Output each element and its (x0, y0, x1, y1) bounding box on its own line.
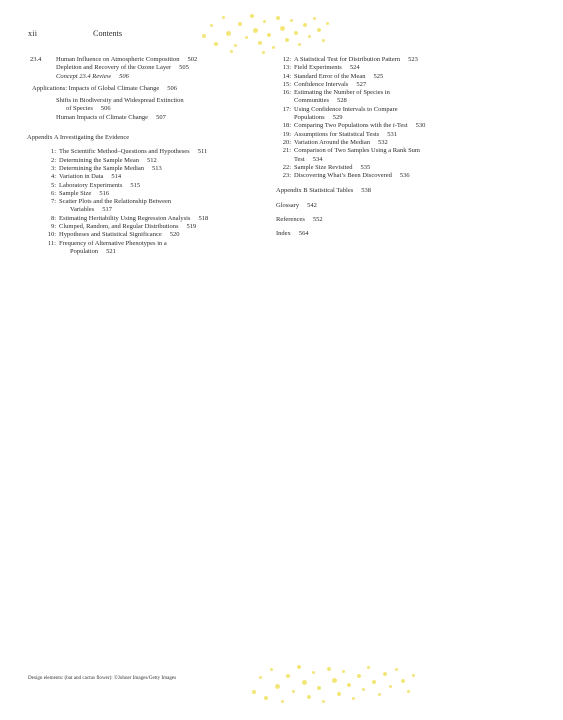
entry-page: 532 (378, 138, 388, 146)
entry-page: 502 (187, 56, 198, 63)
toc-entry[interactable] (30, 56, 275, 64)
toc-entry[interactable] (30, 157, 275, 165)
entry-page: 511 (197, 148, 208, 156)
toc-entry[interactable] (30, 240, 275, 257)
design-credit: Design elements: (bat and cactus flower): ©Johner Images/Getty Images (28, 675, 177, 681)
entry-page: 524 (349, 64, 360, 72)
entry-page: 519 (186, 223, 197, 231)
entry-page: 521 (106, 247, 116, 255)
entry-title: Index (276, 230, 291, 238)
entry-page: 513 (152, 164, 162, 172)
entry-number: 22: (282, 163, 291, 171)
entry-title: Frequency of Alternative Phenotypes in a (59, 239, 167, 247)
entry-page: 529 (332, 114, 343, 122)
entry-page: 536 (399, 172, 410, 180)
entry-title: Concept 23.4 Review (56, 72, 112, 80)
toc-entry[interactable] (276, 172, 538, 180)
entry-title-continued: of Species (66, 105, 93, 113)
entry-title: The Scientific Method–Questions and Hypotheses (59, 148, 190, 156)
entry-number: 17: (282, 105, 291, 113)
toc-entry[interactable] (30, 223, 275, 231)
toc-entry[interactable] (276, 164, 538, 172)
entry-title: Using Confidence Intervals to Compare (294, 105, 398, 113)
toc-entry[interactable] (276, 139, 538, 147)
entry-title: Comparing Two Populations with the (294, 122, 393, 130)
entry-number: 8: (50, 214, 56, 222)
decorative-dots-bottom (250, 662, 420, 706)
toc-entry[interactable] (30, 198, 275, 215)
entry-page: 512 (146, 156, 157, 164)
running-title: Contents (93, 29, 123, 38)
entry-title-continued: Population (70, 247, 99, 255)
entry-title: Scatter Plots and the Relationship Between (59, 198, 172, 206)
entry-title: Field Experiments (294, 64, 342, 72)
toc-entry[interactable] (30, 114, 275, 122)
entry-page: 514 (111, 173, 122, 181)
entry-page: 525 (373, 72, 384, 80)
entry-title: Determining the Sample Mean (59, 156, 139, 164)
toc-entry[interactable] (30, 173, 275, 181)
entry-title: Assumptions for Statistical Tests (294, 130, 380, 138)
section-number: 23.4 (30, 56, 42, 63)
toc-right-column (276, 56, 538, 239)
decorative-dots-top (200, 14, 330, 54)
entry-title-continued: Communities (294, 97, 330, 105)
entry-number: 10: (47, 231, 56, 239)
page-number: xii (28, 29, 38, 38)
entry-title: A Statistical Test for Distribution Pattern (294, 56, 401, 63)
toc-entry[interactable] (276, 230, 538, 238)
toc-entry[interactable] (30, 215, 275, 223)
entry-title: Shifts in Biodiversity and Widespread Extinction (56, 97, 184, 105)
entry-page: 520 (169, 231, 180, 239)
entry-number: 18: (282, 122, 291, 130)
entry-page: 506 (119, 72, 129, 80)
toc-entry[interactable] (276, 122, 538, 130)
entry-title: Applications: Impacts of Global Climate Change (32, 84, 160, 92)
toc-entry[interactable] (276, 106, 538, 123)
toc-entry[interactable] (276, 89, 538, 106)
appendix-heading: Appendix A Investigating the Evidence (27, 134, 130, 142)
entry-title: Standard Error of the Mean (294, 72, 366, 80)
entry-page: 552 (312, 216, 323, 224)
entry-number: 15: (282, 80, 291, 88)
toc-entry[interactable] (30, 231, 275, 239)
entry-title: References (276, 216, 305, 224)
entry-title: Clumped, Random, and Regular Distributions (59, 223, 179, 231)
entry-page: 542 (307, 201, 317, 209)
entry-number: 21: (282, 147, 291, 155)
entry-page: 527 (356, 80, 367, 88)
toc-entry[interactable] (276, 216, 538, 224)
entry-page: 535 (360, 163, 371, 171)
entry-number: 13: (282, 64, 291, 72)
entry-title: Estimating the Number of Species in (294, 89, 390, 97)
entry-number: 20: (282, 138, 291, 146)
entry-page: 507 (156, 113, 166, 121)
toc-entry[interactable] (30, 190, 275, 198)
entry-title: Comparison of Two Samples Using a Rank Sum (294, 147, 420, 155)
entry-number: 5: (50, 181, 56, 189)
entry-page: 564 (298, 230, 309, 238)
toc-entry[interactable] (276, 202, 538, 210)
entry-title: Laboratory Experiments (59, 181, 123, 189)
entry-number: 7: (50, 198, 56, 206)
entry-number: 12: (282, 56, 291, 63)
entry-title: Human Influence on Atmospheric Composition (56, 56, 180, 63)
entry-number: 16: (282, 89, 291, 97)
entry-title-italic: t (392, 122, 395, 130)
entry-number: 4: (50, 173, 56, 181)
entry-title: Variation in Data (59, 173, 104, 181)
entry-number: 23: (282, 172, 291, 180)
entry-title: Depletion and Recovery of the Ozone Layer (56, 64, 172, 72)
entry-page: 505 (179, 64, 189, 72)
entry-page: 506 (167, 84, 178, 92)
entry-page: 506 (100, 105, 111, 113)
entry-number: 9: (50, 223, 56, 231)
toc-entry[interactable] (276, 187, 538, 195)
entry-page: 538 (361, 187, 371, 195)
entry-number: 19: (282, 130, 291, 138)
toc-entry[interactable] (30, 97, 275, 114)
entry-title: Sample Size (59, 189, 92, 197)
entry-page: 534 (312, 155, 323, 163)
toc-entry[interactable] (276, 56, 538, 64)
entry-number: 2: (50, 156, 56, 164)
toc-entry[interactable] (30, 85, 275, 93)
entry-title-suffix: -Test (394, 122, 408, 130)
entry-title-continued: Test (294, 155, 305, 163)
entry-title-continued: Variables (70, 206, 95, 214)
entry-number: 1: (50, 148, 56, 156)
entry-number: 11: (47, 239, 56, 247)
toc-entry[interactable] (30, 182, 275, 190)
entry-page: 523 (408, 56, 418, 63)
toc-entry[interactable] (276, 147, 538, 164)
entry-title: Discovering What’s Been Discovered (294, 172, 392, 180)
entry-title-continued: Populations (294, 114, 325, 122)
entry-page: 515 (130, 181, 141, 189)
toc-entry[interactable] (30, 64, 275, 72)
toc-entry[interactable] (276, 64, 538, 72)
toc-left-column (27, 56, 275, 256)
entry-page: 528 (337, 97, 347, 105)
entry-title: Confidence Intervals (294, 80, 349, 88)
entry-title: Human Impacts of Climate Change (56, 113, 149, 121)
entry-title: Determining the Sample Median (59, 164, 145, 172)
entry-title: Hypotheses and Statistical Significance (59, 231, 162, 239)
toc-entry[interactable] (30, 73, 275, 81)
entry-title: Appendix B Statistical Tables (276, 187, 354, 195)
entry-title: Variation Around the Median (294, 138, 370, 146)
entry-number: 3: (50, 164, 56, 172)
entry-page: 530 (415, 122, 426, 130)
entry-title: Glossary (276, 201, 300, 209)
entry-title: Estimating Heritability Using Regression Analysis (59, 214, 191, 222)
entry-page: 516 (99, 189, 110, 197)
entry-page: 518 (198, 214, 209, 222)
toc-entry[interactable] (276, 131, 538, 139)
entry-title: Sample Size Revisited (294, 163, 353, 171)
toc-entry[interactable] (30, 165, 275, 173)
entry-number: 14: (282, 72, 291, 80)
entry-page: 517 (102, 206, 112, 214)
toc-entry[interactable] (30, 148, 275, 156)
entry-page: 531 (387, 130, 397, 138)
toc-entry[interactable] (276, 73, 538, 81)
toc-entry[interactable] (276, 81, 538, 89)
entry-number: 6: (50, 189, 56, 197)
toc-heading[interactable] (27, 134, 275, 142)
